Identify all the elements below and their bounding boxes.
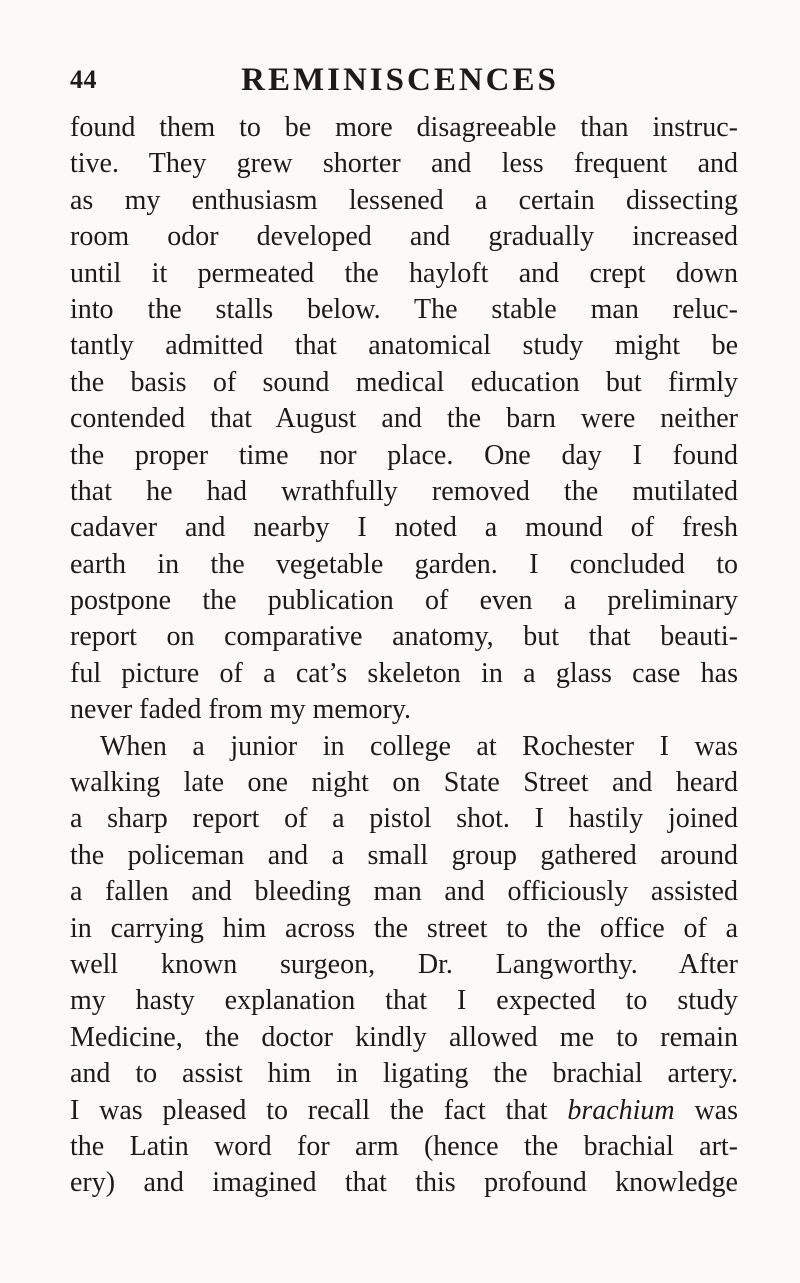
text-line: cadaver and nearby I noted a mound of fresh — [70, 512, 738, 544]
text-line: ery) and imagined that this profound knowledge — [70, 1167, 738, 1199]
text-line: the basis of sound medical education but firmly — [70, 366, 738, 398]
text-line: a sharp report of a pistol shot. I hastily joined — [70, 803, 738, 835]
text-line: tive. They grew shorter and less frequent and — [70, 148, 738, 180]
text-line: the Latin word for arm (hence the brachial art- — [70, 1130, 738, 1162]
text-line: that he had wrathfully removed the mutilated — [70, 475, 738, 507]
text-line: earth in the vegetable garden. I concluded to — [70, 548, 738, 580]
text-line: never faded from my memory. — [70, 694, 412, 726]
page-header — [70, 60, 730, 100]
text-line: and to assist him in ligating the brachial artery. — [70, 1058, 738, 1090]
text-line: contended that August and the barn were neither — [70, 403, 738, 435]
text-line-with-italic — [70, 1093, 738, 1129]
text-line: well known surgeon, Dr. Langworthy. After — [70, 948, 738, 980]
text-line: a fallen and bleeding man and officiously assisted — [70, 876, 738, 908]
text-line: the policeman and a small group gathered around — [70, 839, 738, 871]
text-line: postpone the publication of even a preliminary — [70, 585, 738, 617]
italic-word: brachium — [567, 1094, 675, 1126]
text-line: room odor developed and gradually increased — [70, 221, 738, 253]
text-line: ful picture of a cat’s skeleton in a glass case has — [70, 657, 738, 689]
body-text — [70, 110, 738, 1202]
page-number: 44 — [70, 65, 97, 94]
text-line: in carrying him across the street to the office of a — [70, 912, 738, 944]
paragraph-first-line: When a junior in college at Rochester I was — [100, 730, 738, 762]
running-head: REMINISCENCES — [241, 61, 559, 98]
text-line: walking late one night on State Street and heard — [70, 767, 738, 799]
text-line: report on comparative anatomy, but that beauti- — [70, 621, 738, 653]
text-line: found them to be more disagreeable than instruc- — [70, 112, 738, 143]
text-line: Medicine, the doctor kindly allowed me to remain — [70, 1021, 738, 1053]
text-line: my hasty explanation that I expected to study — [70, 985, 738, 1017]
text-segment: was — [674, 1094, 738, 1126]
text-line: tantly admitted that anatomical study might be — [70, 330, 738, 362]
text-line: until it permeated the hayloft and crept down — [70, 257, 738, 289]
text-line: into the stalls below. The stable man reluc- — [70, 293, 738, 325]
text-line: as my enthusiasm lessened a certain dissecting — [70, 184, 738, 216]
text-segment: I was pleased to recall the fact that — [70, 1094, 568, 1126]
text-line: the proper time nor place. One day I found — [70, 439, 738, 471]
